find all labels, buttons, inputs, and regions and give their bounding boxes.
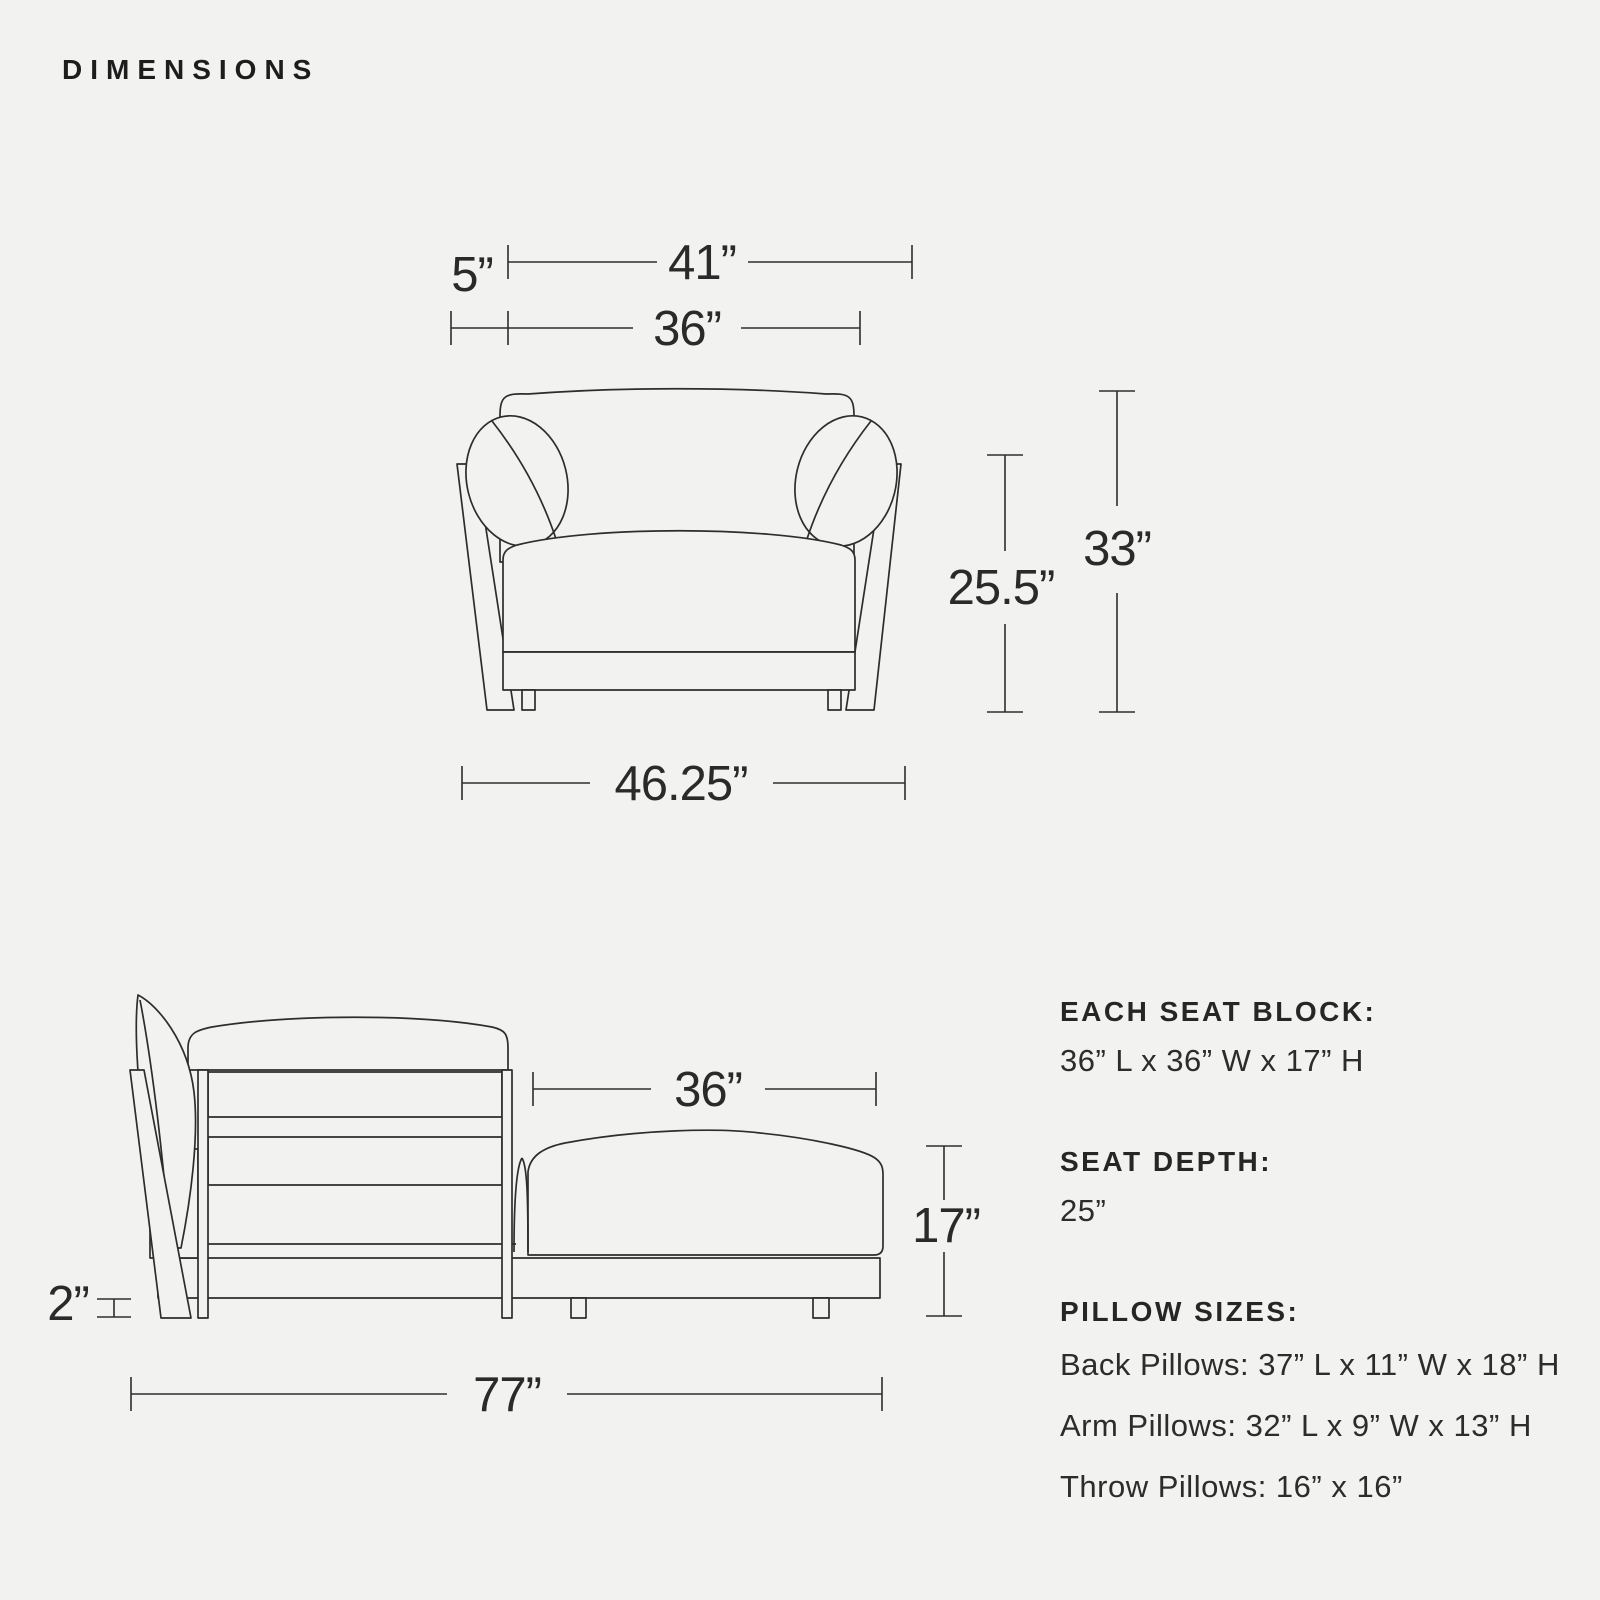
- spec-arm-pillows-value: Arm Pillows: 32” L x 9” W x 13” H: [1060, 1408, 1532, 1443]
- frame-post-right: [502, 1070, 512, 1318]
- front-left-leg: [522, 690, 535, 710]
- dim-leg-height-line: [97, 1299, 131, 1317]
- ottoman-cushion: [528, 1130, 883, 1255]
- base-plinth: [503, 652, 855, 690]
- dim-seat-height-label: 17”: [912, 1199, 980, 1253]
- ottoman-left-leg: [571, 1298, 586, 1318]
- frame-post-left: [198, 1070, 208, 1318]
- dim-leg-height-label: 2”: [47, 1277, 89, 1331]
- spec-seat-block-heading: EACH SEAT BLOCK:: [1060, 996, 1377, 1027]
- frame-rail-mid: [208, 1137, 502, 1185]
- cushion-crevice: [514, 1158, 528, 1252]
- spec-seat-block-value: 36” L x 36” W x 17” H: [1060, 1043, 1364, 1078]
- dim-overall-depth-label: 77”: [473, 1368, 541, 1422]
- spec-back-pillows-value: Back Pillows: 37” L x 11” W x 18” H: [1060, 1347, 1560, 1382]
- spec-pillow-sizes-heading: PILLOW SIZES:: [1060, 1296, 1300, 1327]
- frame-rail-top: [208, 1072, 502, 1117]
- seat-cushion: [503, 531, 855, 652]
- dim-arm-height-label: 25.5”: [947, 561, 1055, 615]
- dim-top-width-label: 41”: [668, 236, 736, 290]
- ottoman-right-leg: [813, 1298, 829, 1318]
- side-back-cushion-top: [188, 1017, 508, 1070]
- front-view-drawing: [453, 389, 911, 710]
- spec-seat-depth-value: 25”: [1060, 1193, 1107, 1228]
- front-right-leg: [828, 690, 841, 710]
- spec-throw-pillows-value: Throw Pillows: 16” x 16”: [1060, 1469, 1403, 1504]
- page-title: DIMENSIONS: [62, 54, 320, 85]
- specs-panel: [1060, 995, 1565, 1507]
- dim-arm-width-label: 5”: [451, 248, 493, 302]
- dim-inner-width-label: 36”: [653, 302, 721, 356]
- spec-seat-depth-heading: SEAT DEPTH:: [1060, 1146, 1273, 1177]
- dim-overall-height-label: 33”: [1083, 522, 1151, 576]
- dim-seat-length-label: 36”: [674, 1063, 742, 1117]
- side-base-plinth: [158, 1258, 880, 1298]
- side-view-drawing: [130, 995, 883, 1318]
- dim-overall-width-label: 46.25”: [614, 757, 748, 811]
